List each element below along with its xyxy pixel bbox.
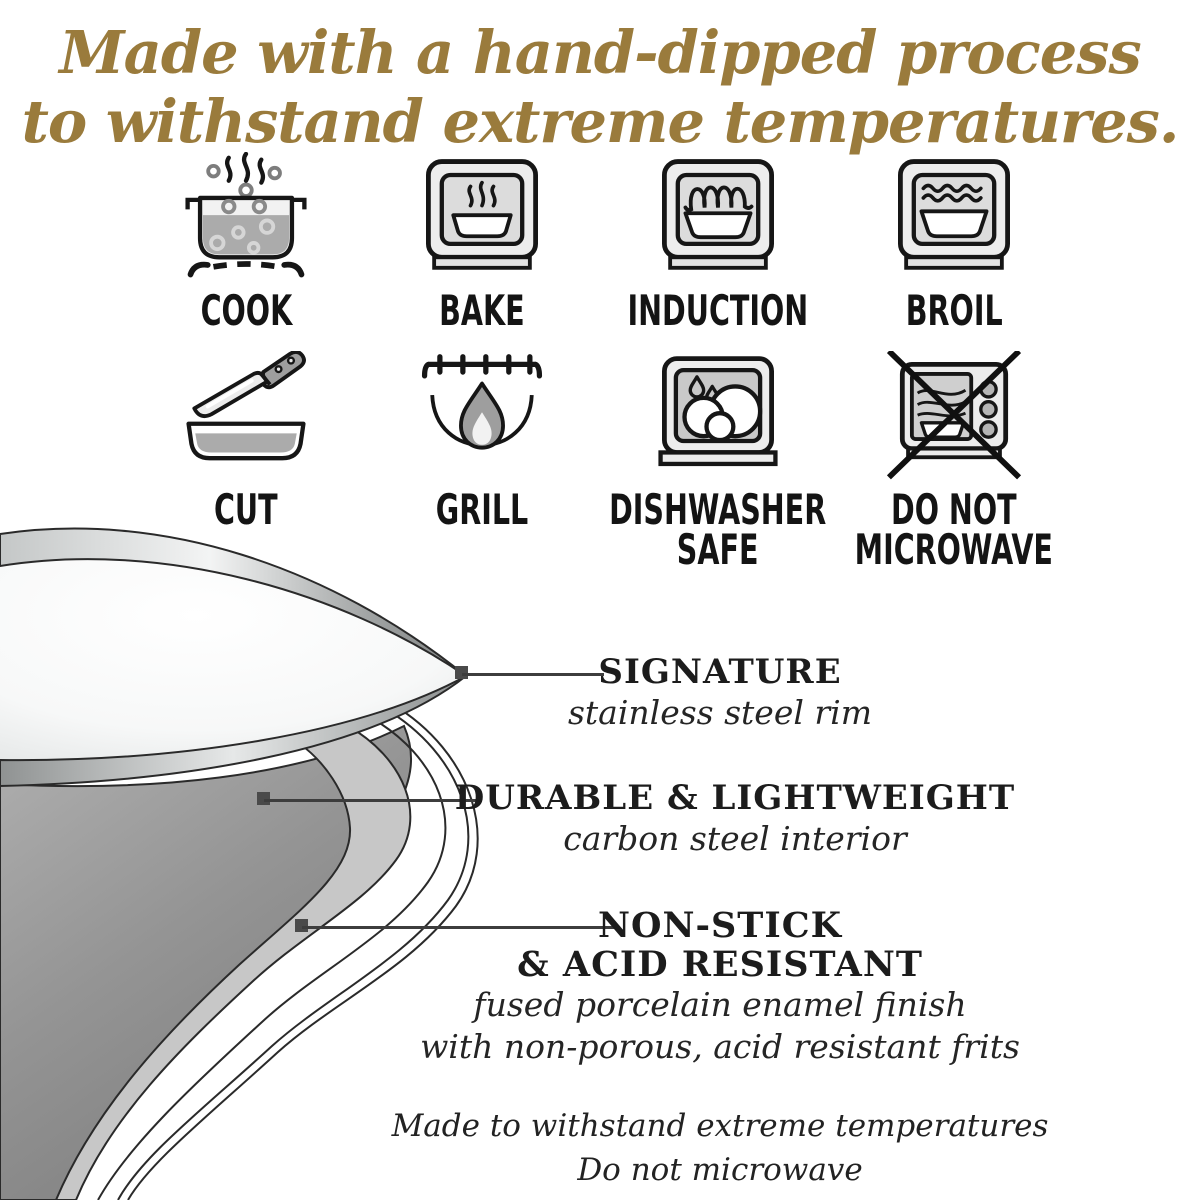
headline <box>0 18 1200 156</box>
do-not-microwave-label: DO NOT MICROWAVE <box>854 484 1054 574</box>
feature-grid <box>128 152 1072 574</box>
bake-label: BAKE <box>439 286 525 335</box>
dishwasher-safe-label: DISHWASHER SAFE <box>609 484 827 574</box>
dishwasher-safe-icon <box>651 351 785 485</box>
pan-cutaway-illustration <box>0 520 520 1200</box>
broil-label: BROIL <box>905 286 1003 335</box>
cook-icon <box>179 152 313 286</box>
do-not-microwave-icon <box>887 351 1021 485</box>
callout-durable-title: DURABLE & LIGHTWEIGHT <box>454 778 1016 818</box>
feature-do-not-microwave <box>836 351 1072 574</box>
cut-label: CUT <box>214 484 278 534</box>
grill-icon <box>415 351 549 485</box>
feature-dishwasher-safe <box>600 351 836 574</box>
callout-signature-subtitle: stainless steel rim <box>567 693 873 732</box>
callout-nonstick-subtitle: fused porcelain enamel finish with non-porous, acid resistant frits <box>420 985 1020 1066</box>
bake-icon <box>415 152 549 286</box>
feature-broil <box>836 152 1072 335</box>
footnote <box>370 1104 1070 1192</box>
footnote-line1: Made to withstand extreme temperatures <box>391 1108 1049 1144</box>
induction-label: INDUCTION <box>627 286 809 335</box>
grill-label: GRILL <box>435 484 529 534</box>
callout-durable-subtitle: carbon steel interior <box>563 819 907 858</box>
callout-nonstick-title: NON-STICK & ACID RESISTANT <box>517 905 923 985</box>
callout-durable <box>435 778 1035 860</box>
callout-nonstick <box>420 906 1020 1068</box>
feature-cook <box>128 152 364 335</box>
headline-line2: to withstand extreme temperatures. <box>21 87 1179 157</box>
broil-icon <box>887 152 1021 286</box>
feature-bake <box>364 152 600 335</box>
headline-line1: Made with a hand-dipped process <box>59 18 1141 87</box>
induction-icon <box>651 152 785 286</box>
callout-signature-title: SIGNATURE <box>598 652 842 692</box>
feature-induction <box>600 152 836 335</box>
footnote-line2: Do not microwave <box>577 1152 863 1188</box>
callout-signature <box>420 652 1020 734</box>
cut-icon <box>179 351 313 485</box>
cook-label: COOK <box>200 286 292 335</box>
